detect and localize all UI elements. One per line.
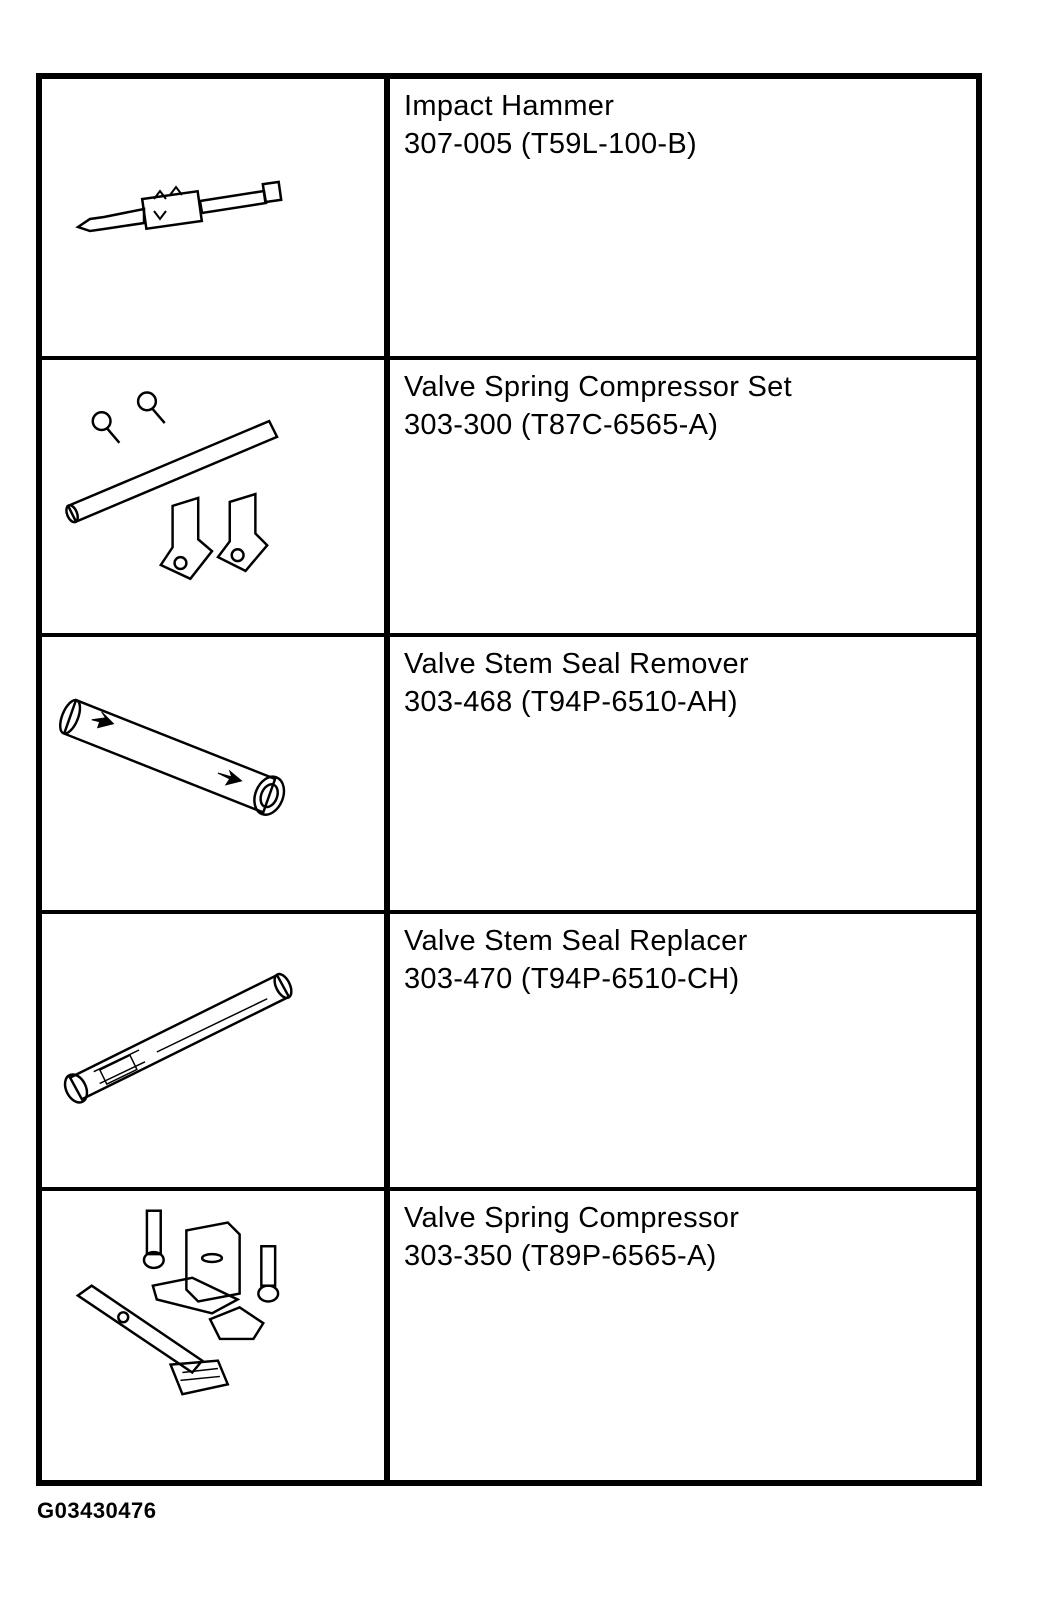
figure-id: G03430476 — [37, 1498, 157, 1523]
tool-part-number: 303-470 (T94P-6510-CH) — [404, 963, 740, 995]
tool-part-number: 303-350 (T89P-6565-A) — [404, 1240, 717, 1272]
tool-description — [404, 1199, 966, 1275]
valve-spring-compressor-set-icon — [42, 360, 384, 633]
tool-description — [404, 368, 966, 444]
valve-spring-compressor-icon — [42, 1191, 384, 1480]
tool-name: Impact Hammer — [404, 90, 615, 122]
tool-description — [404, 645, 966, 721]
tool-row-impact-hammer — [42, 79, 976, 356]
tool-row-valve-spring-compressor-set — [42, 356, 976, 633]
tool-row-valve-stem-seal-remover — [42, 633, 976, 910]
valve-stem-seal-replacer-icon — [42, 914, 384, 1187]
tool-row-valve-spring-compressor — [42, 1187, 976, 1480]
tool-row-valve-stem-seal-replacer — [42, 910, 976, 1187]
tool-part-number: 303-300 (T87C-6565-A) — [404, 409, 719, 441]
tool-part-number: 303-468 (T94P-6510-AH) — [404, 686, 738, 718]
tool-description — [404, 922, 966, 998]
tool-name: Valve Stem Seal Replacer — [404, 925, 748, 957]
valve-stem-seal-remover-icon — [42, 637, 384, 910]
tool-part-number: 307-005 (T59L-100-B) — [404, 128, 697, 160]
tool-description — [404, 87, 966, 163]
tool-name: Valve Spring Compressor Set — [404, 371, 792, 403]
special-tools-table — [36, 73, 982, 1486]
tool-name: Valve Spring Compressor — [404, 1202, 740, 1234]
impact-hammer-icon — [42, 79, 384, 356]
tool-name: Valve Stem Seal Remover — [404, 648, 749, 680]
